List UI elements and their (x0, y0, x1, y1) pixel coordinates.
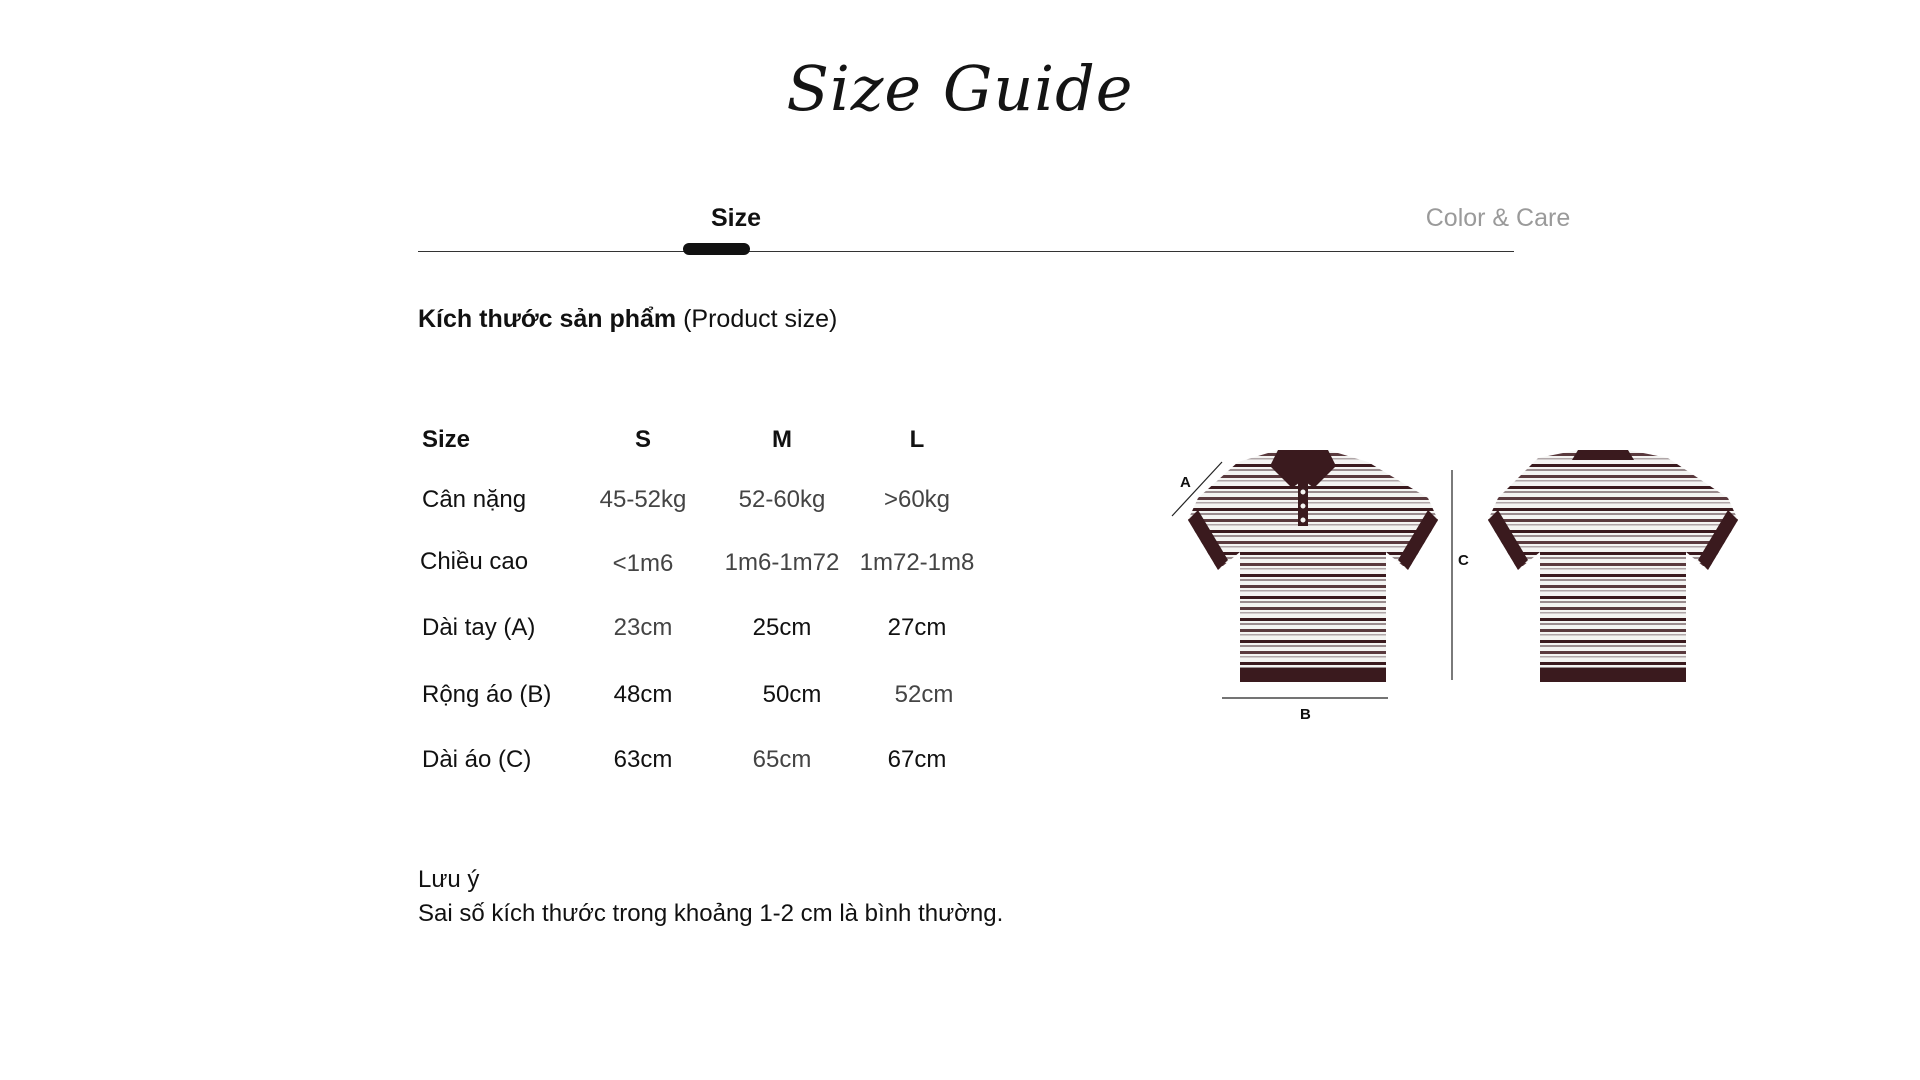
table-cell: 1m72-1m8 (859, 549, 975, 576)
table-cell: 63cm (613, 746, 673, 773)
table-cell: 52-60kg (738, 486, 826, 513)
table-cell: 50cm (762, 681, 822, 708)
table-cell: 48cm (613, 681, 673, 708)
table-cell: 65cm (752, 746, 812, 773)
size-table (418, 412, 1058, 792)
tab-size[interactable]: Size (710, 204, 762, 232)
tab-divider (418, 251, 1514, 252)
tab-bar (418, 204, 1571, 252)
label-c: C (1458, 552, 1469, 569)
shirt-front-illustration (1188, 450, 1438, 682)
section-heading-english: (Product size) (676, 305, 838, 333)
table-cell: 23cm (613, 614, 673, 641)
table-cell: 67cm (887, 746, 947, 773)
note-body: Sai số kích thước trong khoảng 1-2 cm là bình thường. (418, 900, 1004, 927)
row-label-width: Rộng áo (B) (422, 681, 552, 708)
table-cell: 1m6-1m72 (724, 549, 840, 576)
label-a: A (1180, 474, 1191, 491)
active-tab-indicator (683, 243, 750, 255)
row-label-length: Dài áo (C) (422, 746, 532, 773)
page-title: Size Guide (786, 52, 1134, 125)
table-cell: 45-52kg (599, 486, 687, 513)
table-cell: 25cm (752, 614, 812, 641)
row-label-weight: Cân nặng (422, 486, 527, 513)
table-header-l: L (909, 426, 925, 453)
table-cell: 27cm (887, 614, 947, 641)
label-b: B (1300, 706, 1311, 723)
note-title: Lưu ý (418, 866, 480, 893)
table-cell: <1m6 (612, 550, 674, 577)
table-header-m: M (772, 426, 792, 453)
table-cell: 52cm (894, 681, 954, 708)
table-cell: >60kg (883, 486, 951, 513)
table-header-s: S (634, 426, 651, 453)
measurement-diagram (1160, 440, 1760, 730)
shirt-back-illustration (1488, 450, 1738, 682)
section-heading-vietnamese: Kích thước sản phẩm (418, 305, 677, 333)
tab-color-care[interactable]: Color & Care (1425, 204, 1571, 232)
table-header-size: Size (422, 426, 471, 453)
row-label-height: Chiều cao (420, 548, 529, 575)
section-heading (418, 305, 837, 334)
row-label-sleeve-length: Dài tay (A) (422, 614, 536, 641)
